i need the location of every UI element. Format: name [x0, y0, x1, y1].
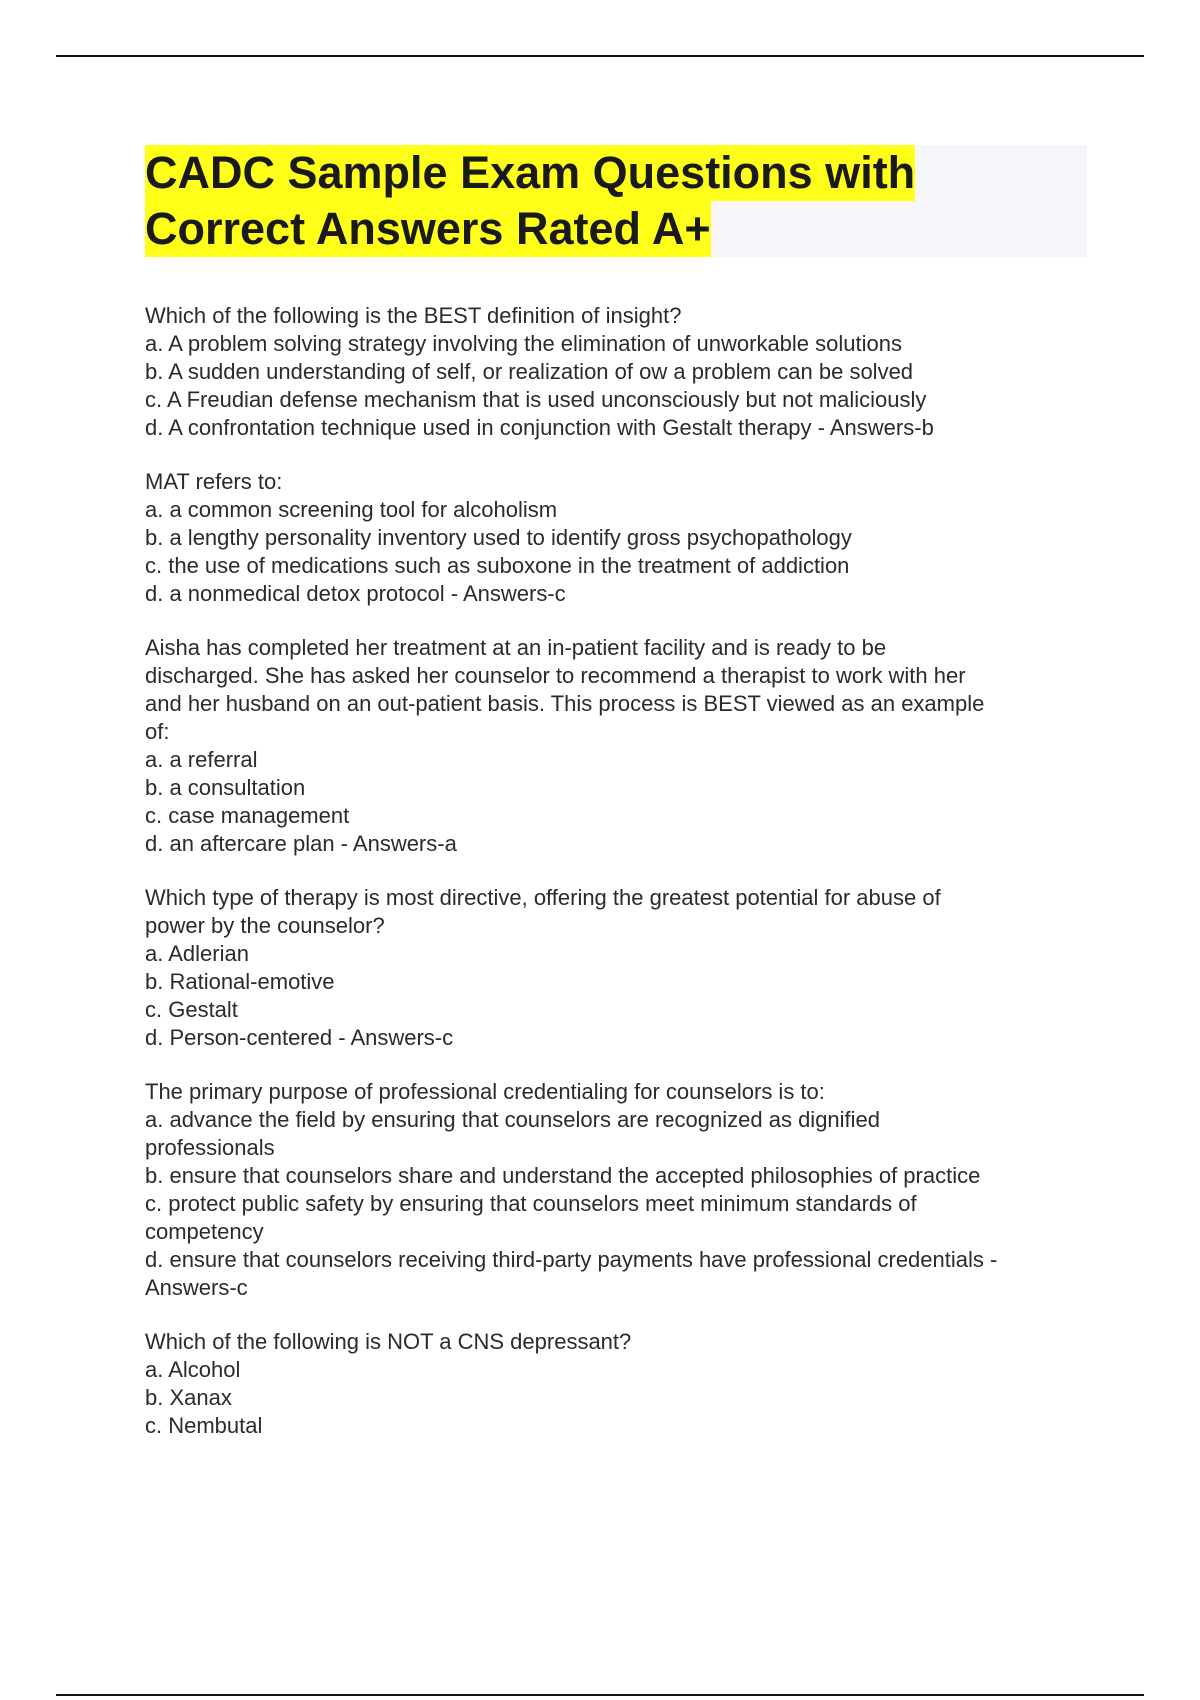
document-title — [145, 145, 1087, 257]
option-a: a. a referral — [145, 747, 258, 772]
question-referral — [145, 634, 1095, 858]
option-a: a. advance the field by ensuring that counselors are recognized as dignified — [145, 1107, 881, 1132]
question-text: power by the counselor? — [145, 913, 385, 938]
question-text: Which type of therapy is most directive, offering the greatest potential for abuse of — [145, 885, 941, 910]
option-d-answer: d. an aftercare plan - Answers-a — [145, 831, 457, 856]
option-d-answer: d. A confrontation technique used in conjunction with Gestalt therapy - Answers-b — [145, 415, 934, 440]
question-text: Which of the following is NOT a CNS depressant? — [145, 1329, 632, 1354]
option-d-answer: d. Person-centered - Answers-c — [145, 1025, 454, 1050]
question-list — [145, 302, 1095, 1466]
title-line-1: CADC Sample Exam Questions with — [145, 145, 915, 201]
title-line-2: Correct Answers Rated A+ — [145, 201, 711, 257]
question-directive-therapy — [145, 884, 1095, 1052]
question-text: of: — [145, 719, 170, 744]
question-text: Which of the following is the BEST definition of insight? — [145, 303, 682, 328]
question-text: Aisha has completed her treatment at an in-patient facility and is ready to be — [145, 635, 887, 660]
question-text: and her husband on an out-patient basis. This process is BEST viewed as an example — [145, 691, 985, 716]
option-a: a. Adlerian — [145, 941, 249, 966]
option-b: b. a consultation — [145, 775, 306, 800]
option-a: a. A problem solving strategy involving the elimination of unworkable solutions — [145, 331, 902, 356]
question-insight — [145, 302, 1095, 442]
question-text: The primary purpose of professional credentialing for counselors is to: — [145, 1079, 825, 1104]
option-c: c. protect public safety by ensuring that counselors meet minimum standards of — [145, 1191, 917, 1216]
option-b: b. Rational-emotive — [145, 969, 335, 994]
option-b: b. ensure that counselors share and understand the accepted philosophies of practice — [145, 1163, 981, 1188]
option-d-answer: d. a nonmedical detox protocol - Answers-c — [145, 581, 566, 606]
option-a: a. a common screening tool for alcoholism — [145, 497, 558, 522]
question-mat — [145, 468, 1095, 608]
question-credentialing — [145, 1078, 1095, 1302]
option-c: c. Gestalt — [145, 997, 238, 1022]
header-rule — [56, 55, 1144, 57]
option-c: c. case management — [145, 803, 350, 828]
option-b: b. A sudden understanding of self, or realization of ow a problem can be solved — [145, 359, 914, 384]
question-text: MAT refers to: — [145, 469, 283, 494]
option-a: a. Alcohol — [145, 1357, 241, 1382]
option-c: c. A Freudian defense mechanism that is used unconsciously but not maliciously — [145, 387, 927, 412]
option-c: competency — [145, 1219, 264, 1244]
option-c: c. the use of medications such as suboxone in the treatment of addiction — [145, 553, 850, 578]
answer: Answers-c — [145, 1275, 248, 1300]
option-d: d. ensure that counselors receiving third-party payments have professional credentials - — [145, 1247, 998, 1272]
option-a: professionals — [145, 1135, 275, 1160]
question-cns-depressant — [145, 1328, 1095, 1440]
question-text: discharged. She has asked her counselor to recommend a therapist to work with her — [145, 663, 966, 688]
footer-rule — [56, 1694, 1144, 1696]
option-b: b. Xanax — [145, 1385, 232, 1410]
option-c: c. Nembutal — [145, 1413, 263, 1438]
option-b: b. a lengthy personality inventory used to identify gross psychopathology — [145, 525, 852, 550]
